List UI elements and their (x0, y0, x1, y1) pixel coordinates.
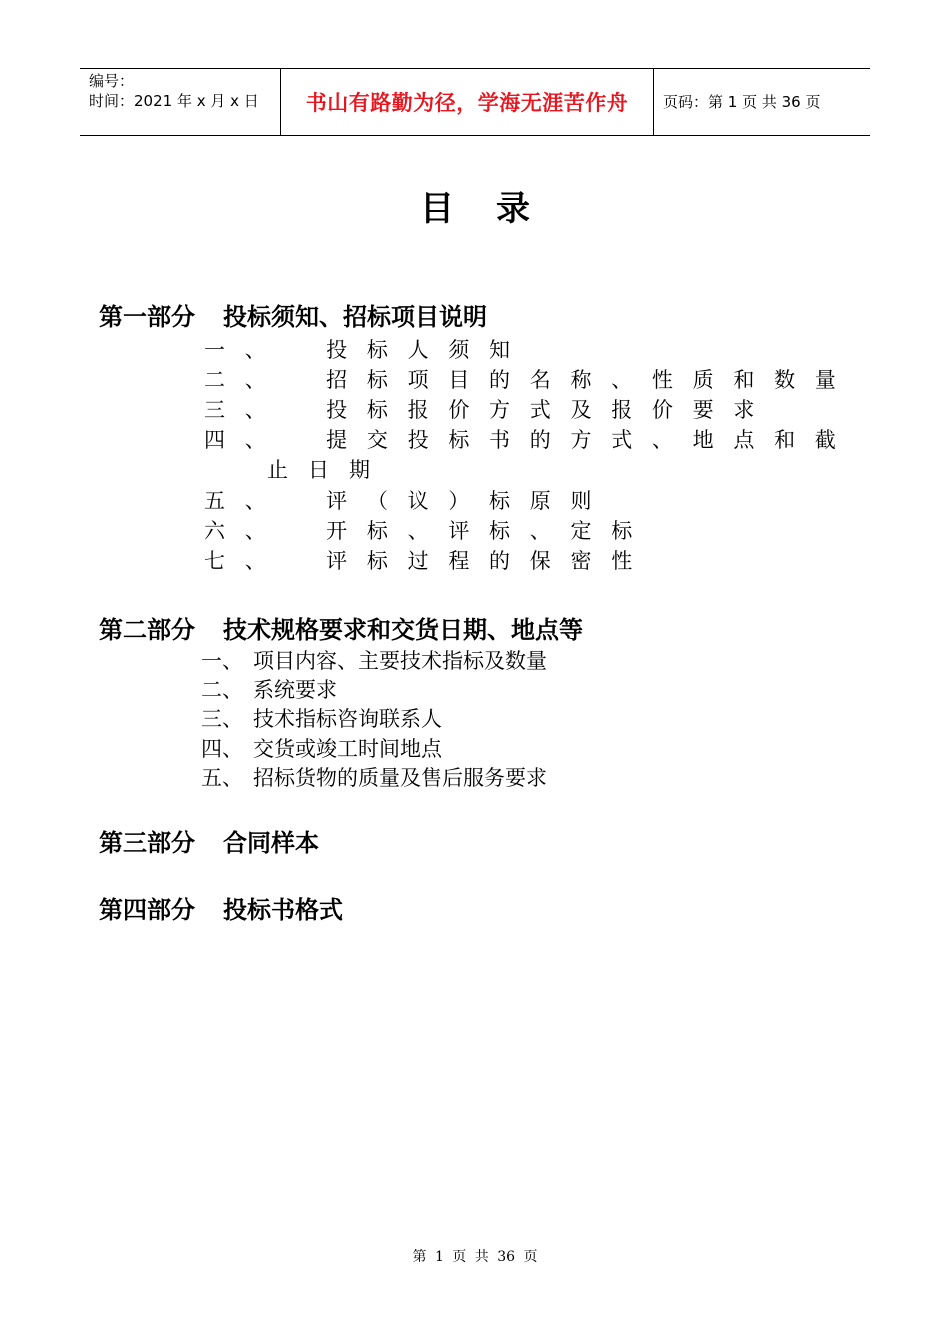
page-footer: 第 1 页 共 36 页 (412, 1249, 538, 1265)
toc-char (815, 545, 836, 575)
part2-item (201, 733, 442, 763)
part1-item (204, 394, 836, 424)
part1-item (204, 424, 836, 454)
toc-char: 一 (204, 338, 225, 362)
toc-char: 程 (448, 549, 470, 573)
toc-char: 标 (448, 428, 470, 452)
toc-char: 标 (366, 368, 388, 392)
part1-item (204, 334, 836, 364)
toc-char (652, 515, 673, 545)
toc-char: 项 (407, 368, 429, 392)
toc-char: 方 (570, 428, 592, 452)
toc-char: 投 (326, 398, 348, 422)
toc-char (733, 334, 754, 364)
toc-char: 方 (489, 398, 511, 422)
toc-char (652, 485, 673, 515)
toc-char (611, 485, 632, 515)
toc-char (815, 485, 836, 515)
part3-heading (99, 823, 319, 858)
part2-item-num: 一、 (201, 649, 243, 673)
toc-char (285, 545, 306, 575)
toc-char: 及 (570, 398, 592, 422)
toc-char: ） (448, 489, 470, 513)
toc-char: 、 (529, 519, 551, 543)
motto-text: 书山有路勤为径，学海无涯苦作舟 (305, 91, 629, 115)
toc-char: 、 (244, 489, 266, 513)
toc-char: 价 (448, 398, 470, 422)
toc-char: 截 (814, 428, 836, 452)
toc-char: 式 (529, 398, 551, 422)
header-page-cell (654, 69, 870, 135)
toc-char (693, 334, 714, 364)
part2-item-text: 技术指标咨询联系人 (253, 707, 442, 731)
toc-char (774, 394, 795, 424)
toc-char: 标 (611, 519, 633, 543)
toc-char (733, 545, 754, 575)
toc-char: 、 (244, 338, 266, 362)
toc-char: 、 (244, 428, 266, 452)
part2-item-text: 系统要求 (253, 678, 337, 702)
toc-char (774, 515, 795, 545)
toc-char (815, 515, 836, 545)
toc-char: 和 (733, 368, 755, 392)
part1-heading-text: 投标须知、招标项目说明 (223, 303, 487, 331)
part2-heading-num: 第二部分 (99, 616, 195, 644)
part2-item (201, 674, 337, 704)
part2-heading-text: 技术规格要求和交货日期、地点等 (223, 616, 583, 644)
toc-char (285, 394, 306, 424)
toc-char: 三 (204, 398, 225, 422)
toc-char (530, 334, 551, 364)
toc-char: 目 (448, 368, 470, 392)
toc-char: 评 (326, 489, 348, 513)
toc-char: 人 (407, 338, 429, 362)
toc-char (774, 334, 795, 364)
part2-item (201, 703, 442, 733)
toc-char: 二 (204, 368, 225, 392)
toc-char: 投 (326, 338, 348, 362)
toc-char (285, 515, 306, 545)
part3-heading-num: 第三部分 (99, 829, 195, 857)
toc-char: 报 (611, 398, 633, 422)
toc-char: 量 (814, 368, 836, 392)
toc-char: 投 (407, 428, 429, 452)
toc-char: 五 (204, 489, 225, 513)
toc-char: 要 (692, 398, 714, 422)
toc-char: 报 (407, 398, 429, 422)
toc-char (652, 334, 673, 364)
toc-char: （ (366, 489, 388, 513)
toc-char: 标 (366, 519, 388, 543)
toc-char: 、 (244, 549, 266, 573)
toc-char: 、 (407, 519, 429, 543)
part2-heading (99, 610, 583, 645)
serial-label: 编号： (89, 72, 135, 90)
toc-char: 价 (651, 398, 673, 422)
toc-char: 标 (489, 519, 511, 543)
toc-char: 的 (489, 549, 511, 573)
toc-char: 标 (366, 338, 388, 362)
toc-char: 求 (733, 398, 755, 422)
header-motto-cell (281, 69, 654, 135)
toc-char: 议 (407, 489, 429, 513)
toc-char (693, 515, 714, 545)
part3-heading-text: 合同样本 (223, 829, 319, 857)
toc-char: 则 (570, 489, 592, 513)
part2-item-num: 四、 (201, 737, 243, 761)
toc-char: 保 (529, 549, 551, 573)
toc-char: 标 (489, 489, 511, 513)
part1-heading-num: 第一部分 (99, 303, 195, 331)
toc-char (774, 485, 795, 515)
toc-char (815, 334, 836, 364)
toc-char: 七 (204, 549, 225, 573)
part1-heading (99, 297, 487, 332)
header-meta-cell (80, 69, 281, 135)
part1-item-continued: 止日期 (267, 458, 390, 482)
toc-char (285, 485, 306, 515)
page-info: 页码：第 1 页 共 36 页 (663, 93, 821, 111)
toc-char (570, 334, 591, 364)
toc-char: 提 (326, 428, 348, 452)
time-label: 时间：2021 年 x 月 x 日 (89, 92, 259, 110)
toc-char: 、 (651, 428, 673, 452)
page-title: 目录 (420, 189, 572, 229)
toc-char: 、 (611, 368, 633, 392)
part2-item (201, 762, 547, 792)
toc-char: 、 (244, 519, 266, 543)
part2-item-text: 交货或竣工时间地点 (253, 737, 442, 761)
toc-char: 地 (692, 428, 714, 452)
toc-char: 和 (774, 428, 796, 452)
part2-item-text: 项目内容、主要技术指标及数量 (253, 649, 547, 673)
toc-char: 名 (529, 368, 551, 392)
toc-char: 标 (366, 549, 388, 573)
toc-char (733, 515, 754, 545)
toc-char: 书 (489, 428, 511, 452)
toc-char: 知 (489, 338, 511, 362)
toc-char: 标 (366, 398, 388, 422)
toc-char: 质 (692, 368, 714, 392)
toc-char: 点 (733, 428, 755, 452)
toc-char: 、 (244, 398, 266, 422)
toc-char: 数 (774, 368, 796, 392)
toc-char: 六 (204, 519, 225, 543)
toc-char (285, 334, 306, 364)
part4-heading-num: 第四部分 (99, 896, 195, 924)
toc-char: 的 (489, 368, 511, 392)
part1-item (204, 515, 836, 545)
part4-heading (99, 890, 343, 925)
toc-char: 四 (204, 428, 225, 452)
toc-char: 评 (326, 549, 348, 573)
toc-char (285, 424, 306, 454)
toc-char: 、 (244, 368, 266, 392)
part2-item-num: 三、 (201, 707, 243, 731)
toc-char: 密 (570, 549, 592, 573)
toc-char (652, 545, 673, 575)
toc-char: 过 (407, 549, 429, 573)
toc-char: 须 (448, 338, 470, 362)
toc-char: 招 (326, 368, 348, 392)
part1-item (204, 364, 836, 394)
part2-item-text: 招标货物的质量及售后服务要求 (253, 766, 547, 790)
part1-item (204, 485, 836, 515)
toc-char (774, 545, 795, 575)
toc-char (733, 485, 754, 515)
toc-char (285, 364, 306, 394)
toc-char: 称 (570, 368, 592, 392)
toc-char: 交 (366, 428, 388, 452)
toc-char (693, 485, 714, 515)
toc-char: 性 (611, 549, 633, 573)
toc-char (693, 545, 714, 575)
toc-char: 开 (326, 519, 348, 543)
toc-char: 评 (448, 519, 470, 543)
toc-char: 定 (570, 519, 592, 543)
toc-char: 性 (651, 368, 673, 392)
toc-char: 原 (529, 489, 551, 513)
toc-char (611, 334, 632, 364)
toc-char (815, 394, 836, 424)
part4-heading-text: 投标书格式 (223, 896, 343, 924)
part2-item-num: 五、 (201, 766, 243, 790)
part2-item (201, 645, 547, 675)
toc-char: 的 (529, 428, 551, 452)
part1-item (204, 545, 836, 575)
page-header (80, 68, 870, 136)
toc-char: 式 (611, 428, 633, 452)
part2-item-num: 二、 (201, 678, 243, 702)
